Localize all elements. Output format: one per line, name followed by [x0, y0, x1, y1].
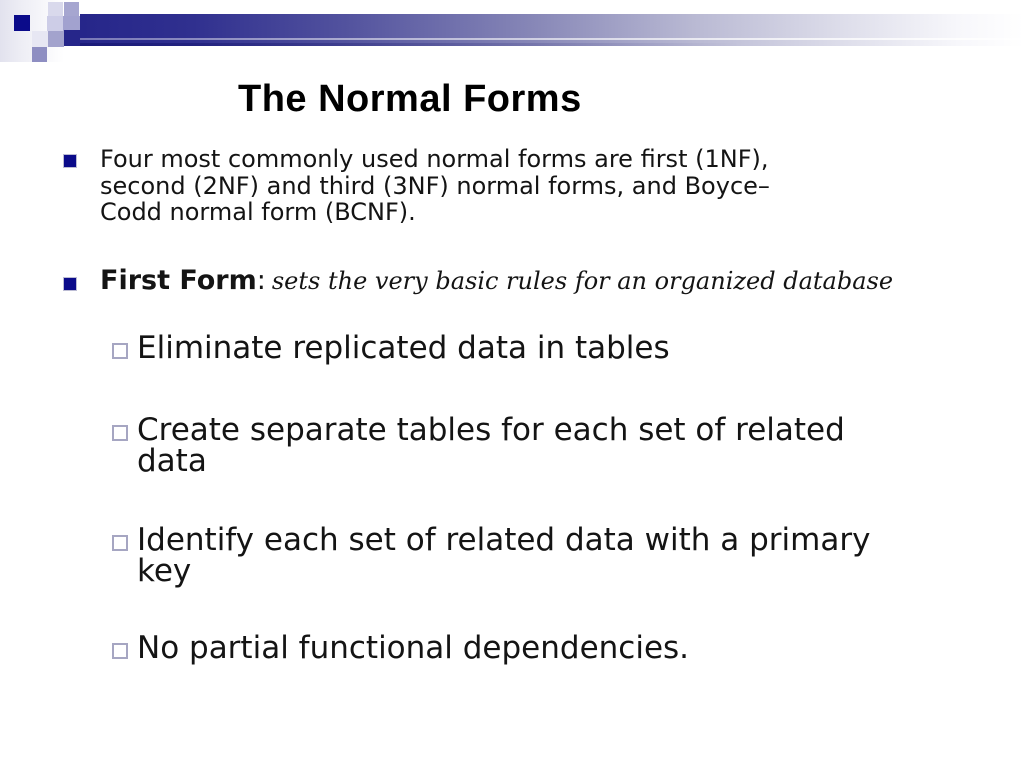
filled-square-bullet-icon	[63, 277, 77, 291]
sub-bullet-line: data	[137, 443, 207, 479]
sub-bullet-text	[137, 412, 845, 479]
deco-square	[64, 2, 79, 17]
first-form-description: sets the very basic rules for an organized database	[271, 267, 894, 295]
deco-square	[14, 15, 30, 31]
deco-square	[32, 31, 48, 47]
sub-bullet-create-separate-tables	[112, 412, 845, 479]
sub-bullet-line: Eliminate replicated data in tables	[137, 330, 670, 366]
hollow-square-bullet-icon	[112, 643, 128, 659]
deco-square	[48, 31, 64, 47]
header-gradient-bar	[80, 14, 1024, 46]
sub-bullet-text	[137, 630, 690, 666]
sub-bullet-identify-primary-key	[112, 522, 871, 589]
deco-square	[64, 30, 80, 46]
filled-square-bullet-icon	[63, 154, 77, 168]
hollow-square-bullet-icon	[112, 535, 128, 551]
sub-bullet-line: Identify each set of related data with a primary	[137, 522, 871, 558]
header-decoration	[0, 0, 1024, 64]
bullet-item-first-form	[63, 264, 893, 301]
bar-highlight-line	[80, 38, 1024, 40]
slide-title: The Normal Forms	[238, 78, 582, 120]
sub-bullet-line: Create separate tables for each set of related	[137, 412, 845, 448]
sub-bullet-no-partial-dependencies	[112, 630, 690, 666]
bar-bottom-edge	[80, 43, 1024, 46]
hollow-square-bullet-icon	[112, 343, 128, 359]
sub-bullet-text	[137, 522, 871, 589]
sub-bullet-line: key	[137, 553, 192, 589]
bullet-item-normal-forms	[63, 146, 770, 226]
sub-bullet-eliminate-replicated	[112, 330, 670, 366]
hollow-square-bullet-icon	[112, 425, 128, 441]
deco-square	[47, 16, 63, 32]
sub-bullet-line: No partial functional dependencies.	[137, 630, 690, 666]
bullet-text-line: second (2NF) and third (3NF) normal forms, and Boyce–	[100, 171, 770, 200]
bullet-text-line: Codd normal form (BCNF).	[100, 198, 416, 226]
deco-square	[48, 2, 63, 17]
deco-square	[32, 47, 47, 62]
first-form-label: First Form	[100, 265, 257, 296]
bullet-text	[100, 146, 770, 226]
sub-bullet-text	[137, 330, 670, 366]
bullet-text-line: Four most commonly used normal forms are first (1NF),	[100, 145, 769, 173]
colon-separator: :	[256, 265, 266, 296]
bullet-text	[100, 264, 893, 301]
